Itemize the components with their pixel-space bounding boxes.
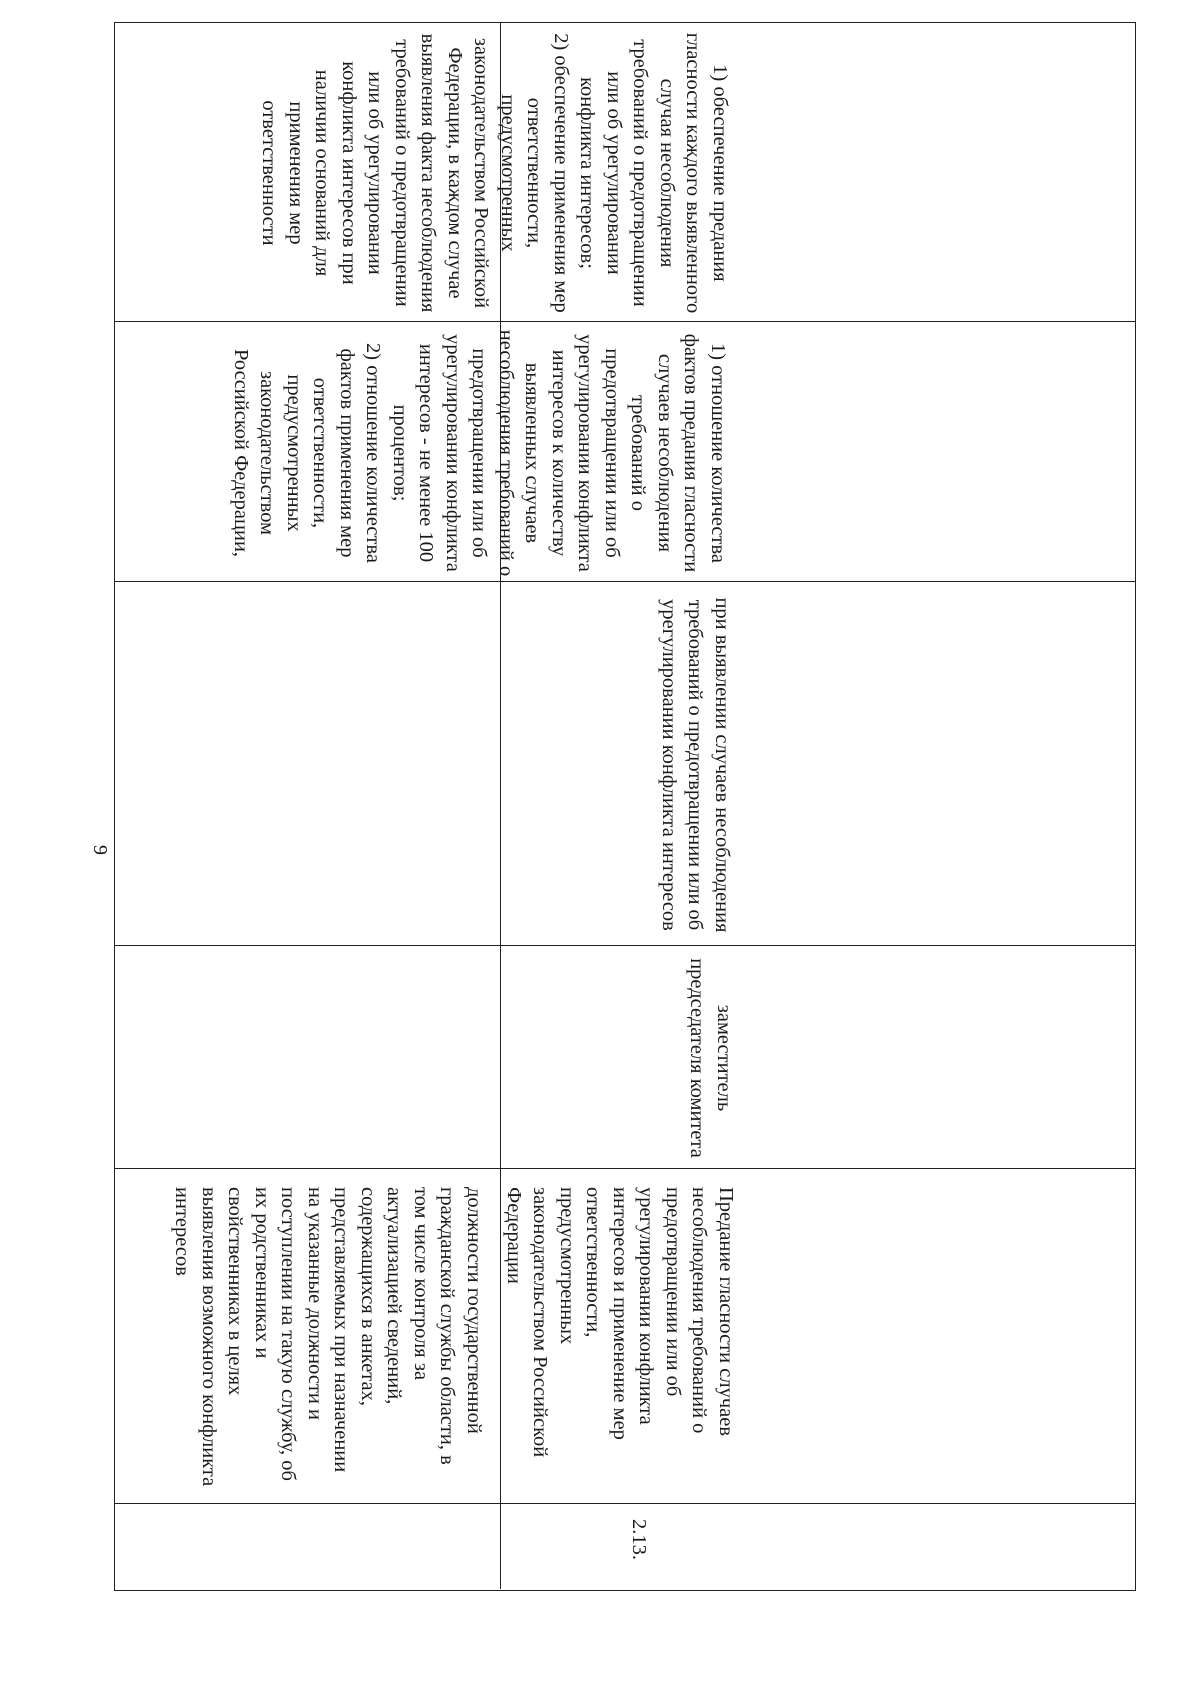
measures-table: [114, 22, 1136, 1591]
measure-cell-continued: должности государственной гражданской службы области, в том числе контроля за актуализацией сведений, содержащихся в анкетах, представляемых при назначении на указанные должности и поступлении на такую службу, об их родственниках и свойственниках в целях выявления возможного конфликта интересов: [171, 1187, 485, 1487]
column-divider: [115, 581, 1135, 582]
column-divider: [115, 945, 1135, 946]
page-number: 9: [89, 845, 111, 855]
indicator-cell: 1) отношение количества фактов предания гласности случаев несоблюдения требований о предотвращении или об урегулировании конфликта интересов к количеству выявленных случаев несоблюдения требований о предотвращении или об урегулировании конфликта интересов - не менее 100 процентов; 2) отношение количества фактов применения мер ответственности, предусмотренных законодательством Российской Федерации,: [230, 329, 729, 577]
result-cell: 1) обеспечение предания гласности каждого выявленного случая несоблюдения требований о предотвращении или об урегулировании конфликта интересов; 2) обеспечение применения мер ответственности, предусмотренных законодательством Российской Федерации, в каждом случае выявления факта несоблюдения требований о предотвращении или об урегулировании конфликта интересов при наличии оснований для применения мер ответственности: [258, 32, 731, 314]
responsible-cell: заместитель председателя комитета: [686, 958, 735, 1158]
deadline-cell: при выявлении случаев несоблюдения требований о предотвращении или об урегулировании конфликта интересов: [658, 597, 733, 933]
column-divider: [115, 321, 1135, 322]
measure-cell: Предание гласности случаев несоблюдения требований о предотвращении или об урегулировании конфликта интересов и применение мер ответственности, предусмотренных законодательством Российской Федерации: [503, 1187, 737, 1458]
row-number: 2.13.: [628, 1519, 650, 1560]
column-divider: [115, 1168, 1135, 1169]
column-divider: [115, 1503, 1135, 1504]
